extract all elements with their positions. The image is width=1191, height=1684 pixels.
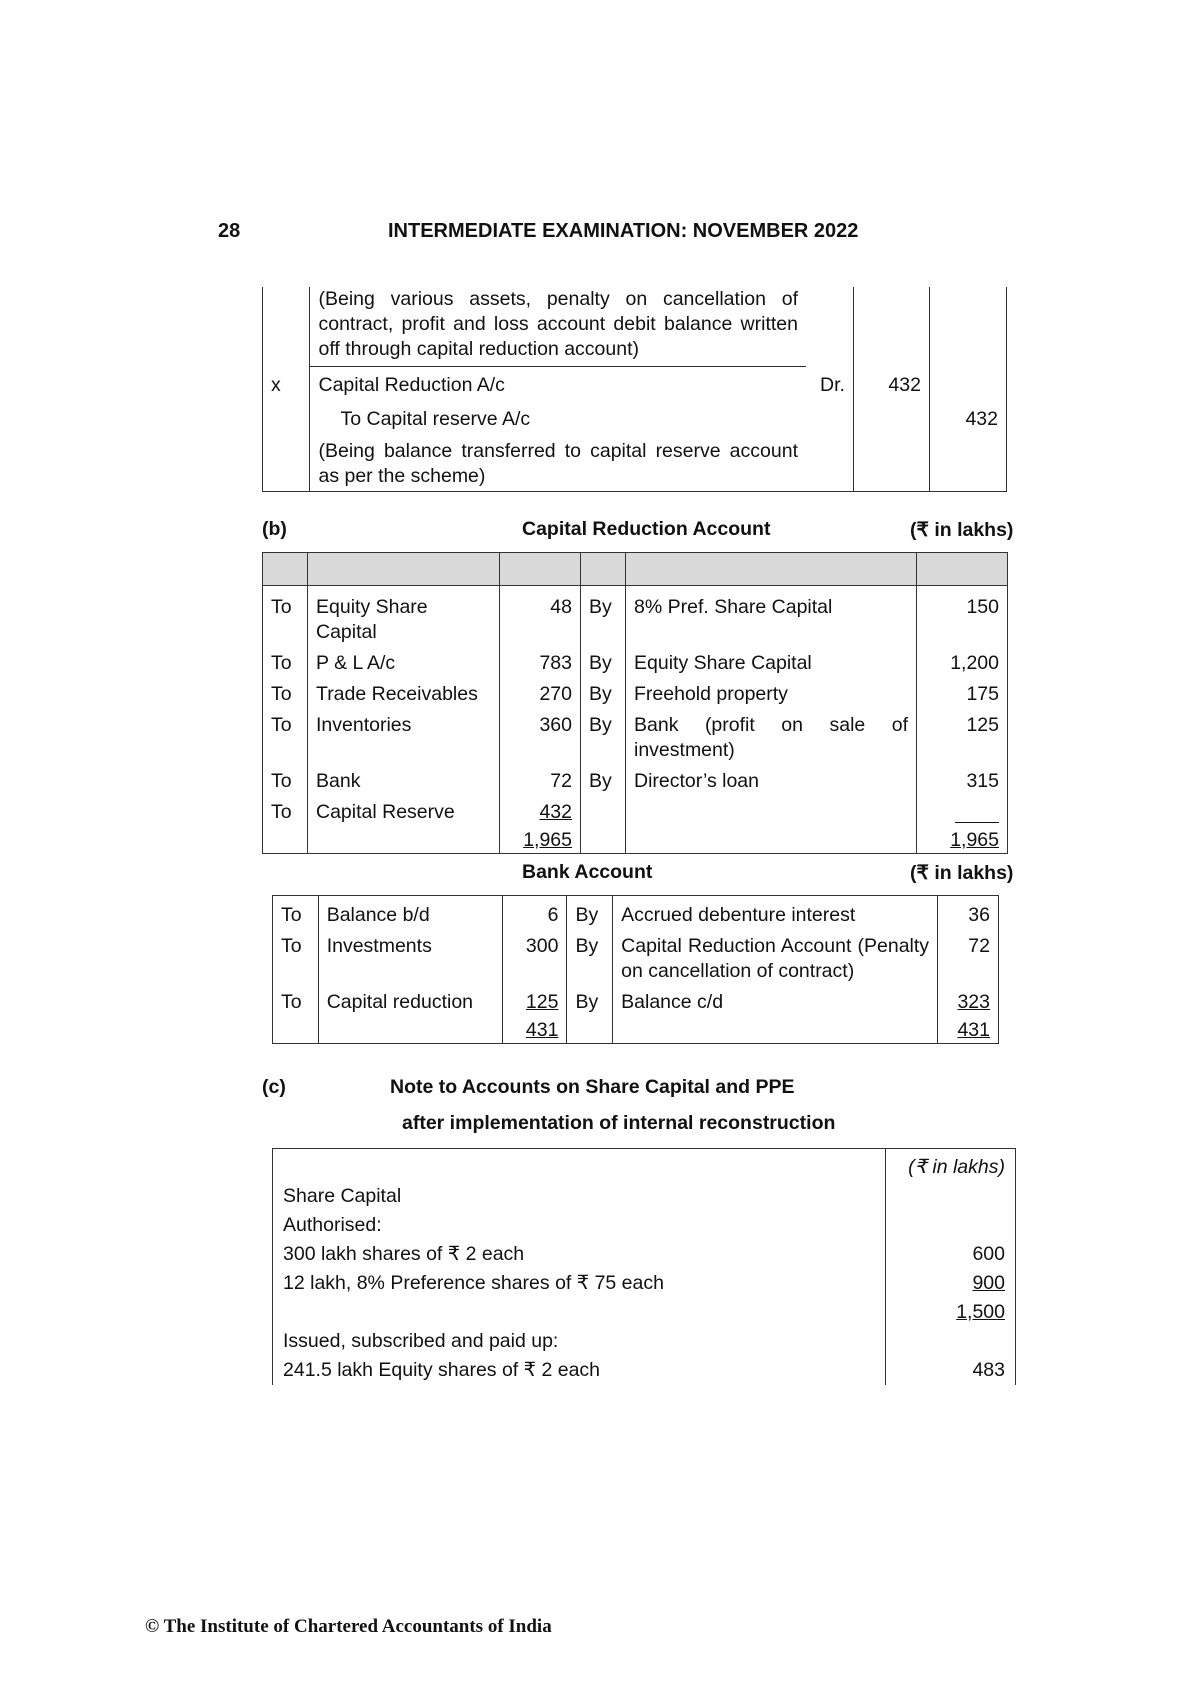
amount-left: 48 xyxy=(500,592,581,648)
note-row xyxy=(273,1327,1016,1356)
particular-left: Capital Reserve xyxy=(308,797,500,828)
amount-left: 360 xyxy=(500,710,581,766)
bank-account-title: Bank Account xyxy=(522,861,653,883)
particular-left: P & L A/c xyxy=(308,648,500,679)
particular-right: Director’s loan xyxy=(626,766,917,797)
amount-right: 175 xyxy=(917,679,1008,710)
journal-dr-label: Dr. xyxy=(820,373,845,396)
amount-right: 1,200 xyxy=(917,648,1008,679)
section-b-label: (b) xyxy=(262,518,287,540)
journal-narration-2: (Being balance transferred to capital reserve account as per the scheme) xyxy=(310,432,806,492)
particular-right: Bank (profit on sale of investment) xyxy=(626,710,917,766)
note-row xyxy=(273,1269,1016,1298)
amount-right: 315 xyxy=(917,766,1008,797)
note-row-text: 300 lakh shares of ₹ 2 each xyxy=(273,1240,886,1269)
amount-left: 6 xyxy=(503,900,567,931)
particular-prefix-right: By xyxy=(581,710,626,766)
note-row-text: Share Capital xyxy=(273,1182,886,1211)
capital-reduction-total-left: 1,965 xyxy=(523,829,572,851)
amount-right: 72 xyxy=(938,931,999,987)
particular-left: Investments xyxy=(318,931,503,987)
particular-left: Inventories xyxy=(308,710,500,766)
particular-right: 8% Pref. Share Capital xyxy=(626,592,917,648)
journal-entry-table xyxy=(262,287,1007,492)
note-row-amount: 1,500 xyxy=(886,1298,1016,1327)
footer-copyright: © The Institute of Chartered Accountants of India xyxy=(145,1616,552,1637)
particular-right: Accrued debenture interest xyxy=(613,900,938,931)
capital-reduction-unit: (₹ in lakhs) xyxy=(910,519,1014,541)
particular-prefix-right: By xyxy=(567,987,613,1018)
amount-right: 150 xyxy=(917,592,1008,648)
particular-prefix-left: To xyxy=(281,904,302,926)
note-row-text: Authorised: xyxy=(273,1211,886,1240)
particular-right: Balance c/d xyxy=(613,987,938,1018)
journal-debit-amount: 432 xyxy=(853,367,929,399)
particular-prefix-left: To xyxy=(271,596,292,618)
amount-right: 36 xyxy=(938,900,999,931)
particular-prefix-left: To xyxy=(271,714,292,736)
particular-prefix-right xyxy=(581,797,626,828)
note-title-line-1: Note to Accounts on Share Capital and PPE xyxy=(390,1076,795,1098)
note-row-text: 12 lakh, 8% Preference shares of ₹ 75 each xyxy=(273,1269,886,1298)
particular-left: Balance b/d xyxy=(318,900,503,931)
bank-total-left: 431 xyxy=(525,1019,559,1041)
particular-prefix-left: To xyxy=(271,652,292,674)
note-title-line-2: after implementation of internal reconstruction xyxy=(402,1112,836,1134)
journal-entry-label: x xyxy=(263,367,310,399)
page-number: 28 xyxy=(218,220,241,242)
bank-total-right: 431 xyxy=(957,1019,990,1041)
particular-prefix-left: To xyxy=(281,991,302,1013)
amount-right: 323 xyxy=(938,987,999,1018)
capital-reduction-title: Capital Reduction Account xyxy=(522,518,771,540)
note-row-text: 241.5 lakh Equity shares of ₹ 2 each xyxy=(273,1356,886,1385)
note-row-amount xyxy=(886,1182,1016,1211)
particular-prefix-right: By xyxy=(581,648,626,679)
particular-prefix-left: To xyxy=(271,801,292,823)
particular-left: Capital reduction xyxy=(318,987,503,1018)
capital-reduction-row xyxy=(263,710,1008,766)
bank-account-row xyxy=(273,931,999,987)
particular-prefix-left: To xyxy=(271,770,292,792)
capital-reduction-row xyxy=(263,648,1008,679)
particular-prefix-right: By xyxy=(581,679,626,710)
journal-credit-amount: 432 xyxy=(929,398,1006,432)
particular-left: Trade Receivables xyxy=(308,679,500,710)
particular-left: Bank xyxy=(308,766,500,797)
note-row xyxy=(273,1240,1016,1269)
note-row xyxy=(273,1298,1016,1327)
exam-title: INTERMEDIATE EXAMINATION: NOVEMBER 2022 xyxy=(388,220,859,242)
bank-account-unit: (₹ in lakhs) xyxy=(910,862,1014,884)
particular-prefix-right: By xyxy=(581,766,626,797)
bank-account-table xyxy=(272,895,999,1044)
capital-reduction-total-right: 1,965 xyxy=(950,829,999,851)
note-row-amount: 600 xyxy=(886,1240,1016,1269)
note-row-text xyxy=(273,1298,886,1327)
journal-narration-1: (Being various assets, penalty on cancellation of contract, profit and loss account debit balance written off through capital reduction account) xyxy=(310,287,806,367)
amount-left: 300 xyxy=(503,931,567,987)
capital-reduction-table xyxy=(262,552,1008,854)
note-row-amount: 483 xyxy=(886,1356,1016,1385)
note-row-text: Issued, subscribed and paid up: xyxy=(273,1327,886,1356)
bank-account-row xyxy=(273,987,999,1018)
amount-left: 125 xyxy=(503,987,567,1018)
particular-prefix-left: To xyxy=(281,935,302,957)
amount-left: 72 xyxy=(500,766,581,797)
capital-reduction-row xyxy=(263,679,1008,710)
particular-right: Freehold property xyxy=(626,679,917,710)
note-row xyxy=(273,1356,1016,1385)
journal-credit-account: To Capital reserve A/c xyxy=(310,398,806,432)
note-row xyxy=(273,1211,1016,1240)
bank-account-row xyxy=(273,900,999,931)
amount-left: 270 xyxy=(500,679,581,710)
amount-right: 125 xyxy=(917,710,1008,766)
particular-right: Equity Share Capital xyxy=(626,648,917,679)
particular-prefix-left: To xyxy=(271,683,292,705)
capital-reduction-row xyxy=(263,797,1008,828)
amount-left: 432 xyxy=(500,797,581,828)
particular-prefix-right: By xyxy=(567,900,613,931)
particular-right: Capital Reduction Account (Penalty on cancellation of contract) xyxy=(613,931,938,987)
amount-right xyxy=(917,797,1008,828)
amount-left: 783 xyxy=(500,648,581,679)
particular-right xyxy=(626,797,917,828)
particular-prefix-right: By xyxy=(567,931,613,987)
amount-right-rule xyxy=(955,800,999,823)
note-row-amount: 900 xyxy=(886,1269,1016,1298)
section-c-label: (c) xyxy=(262,1076,286,1098)
note-row-amount xyxy=(886,1327,1016,1356)
particular-left: Equity Share Capital xyxy=(308,592,500,648)
note-to-accounts-table xyxy=(272,1148,1016,1385)
capital-reduction-row xyxy=(263,766,1008,797)
particular-prefix-right: By xyxy=(581,592,626,648)
note-row xyxy=(273,1182,1016,1211)
journal-debit-account: Capital Reduction A/c xyxy=(310,367,806,399)
note-row-amount xyxy=(886,1211,1016,1240)
note-unit: (₹ in lakhs) xyxy=(886,1149,1016,1183)
capital-reduction-row xyxy=(263,592,1008,648)
